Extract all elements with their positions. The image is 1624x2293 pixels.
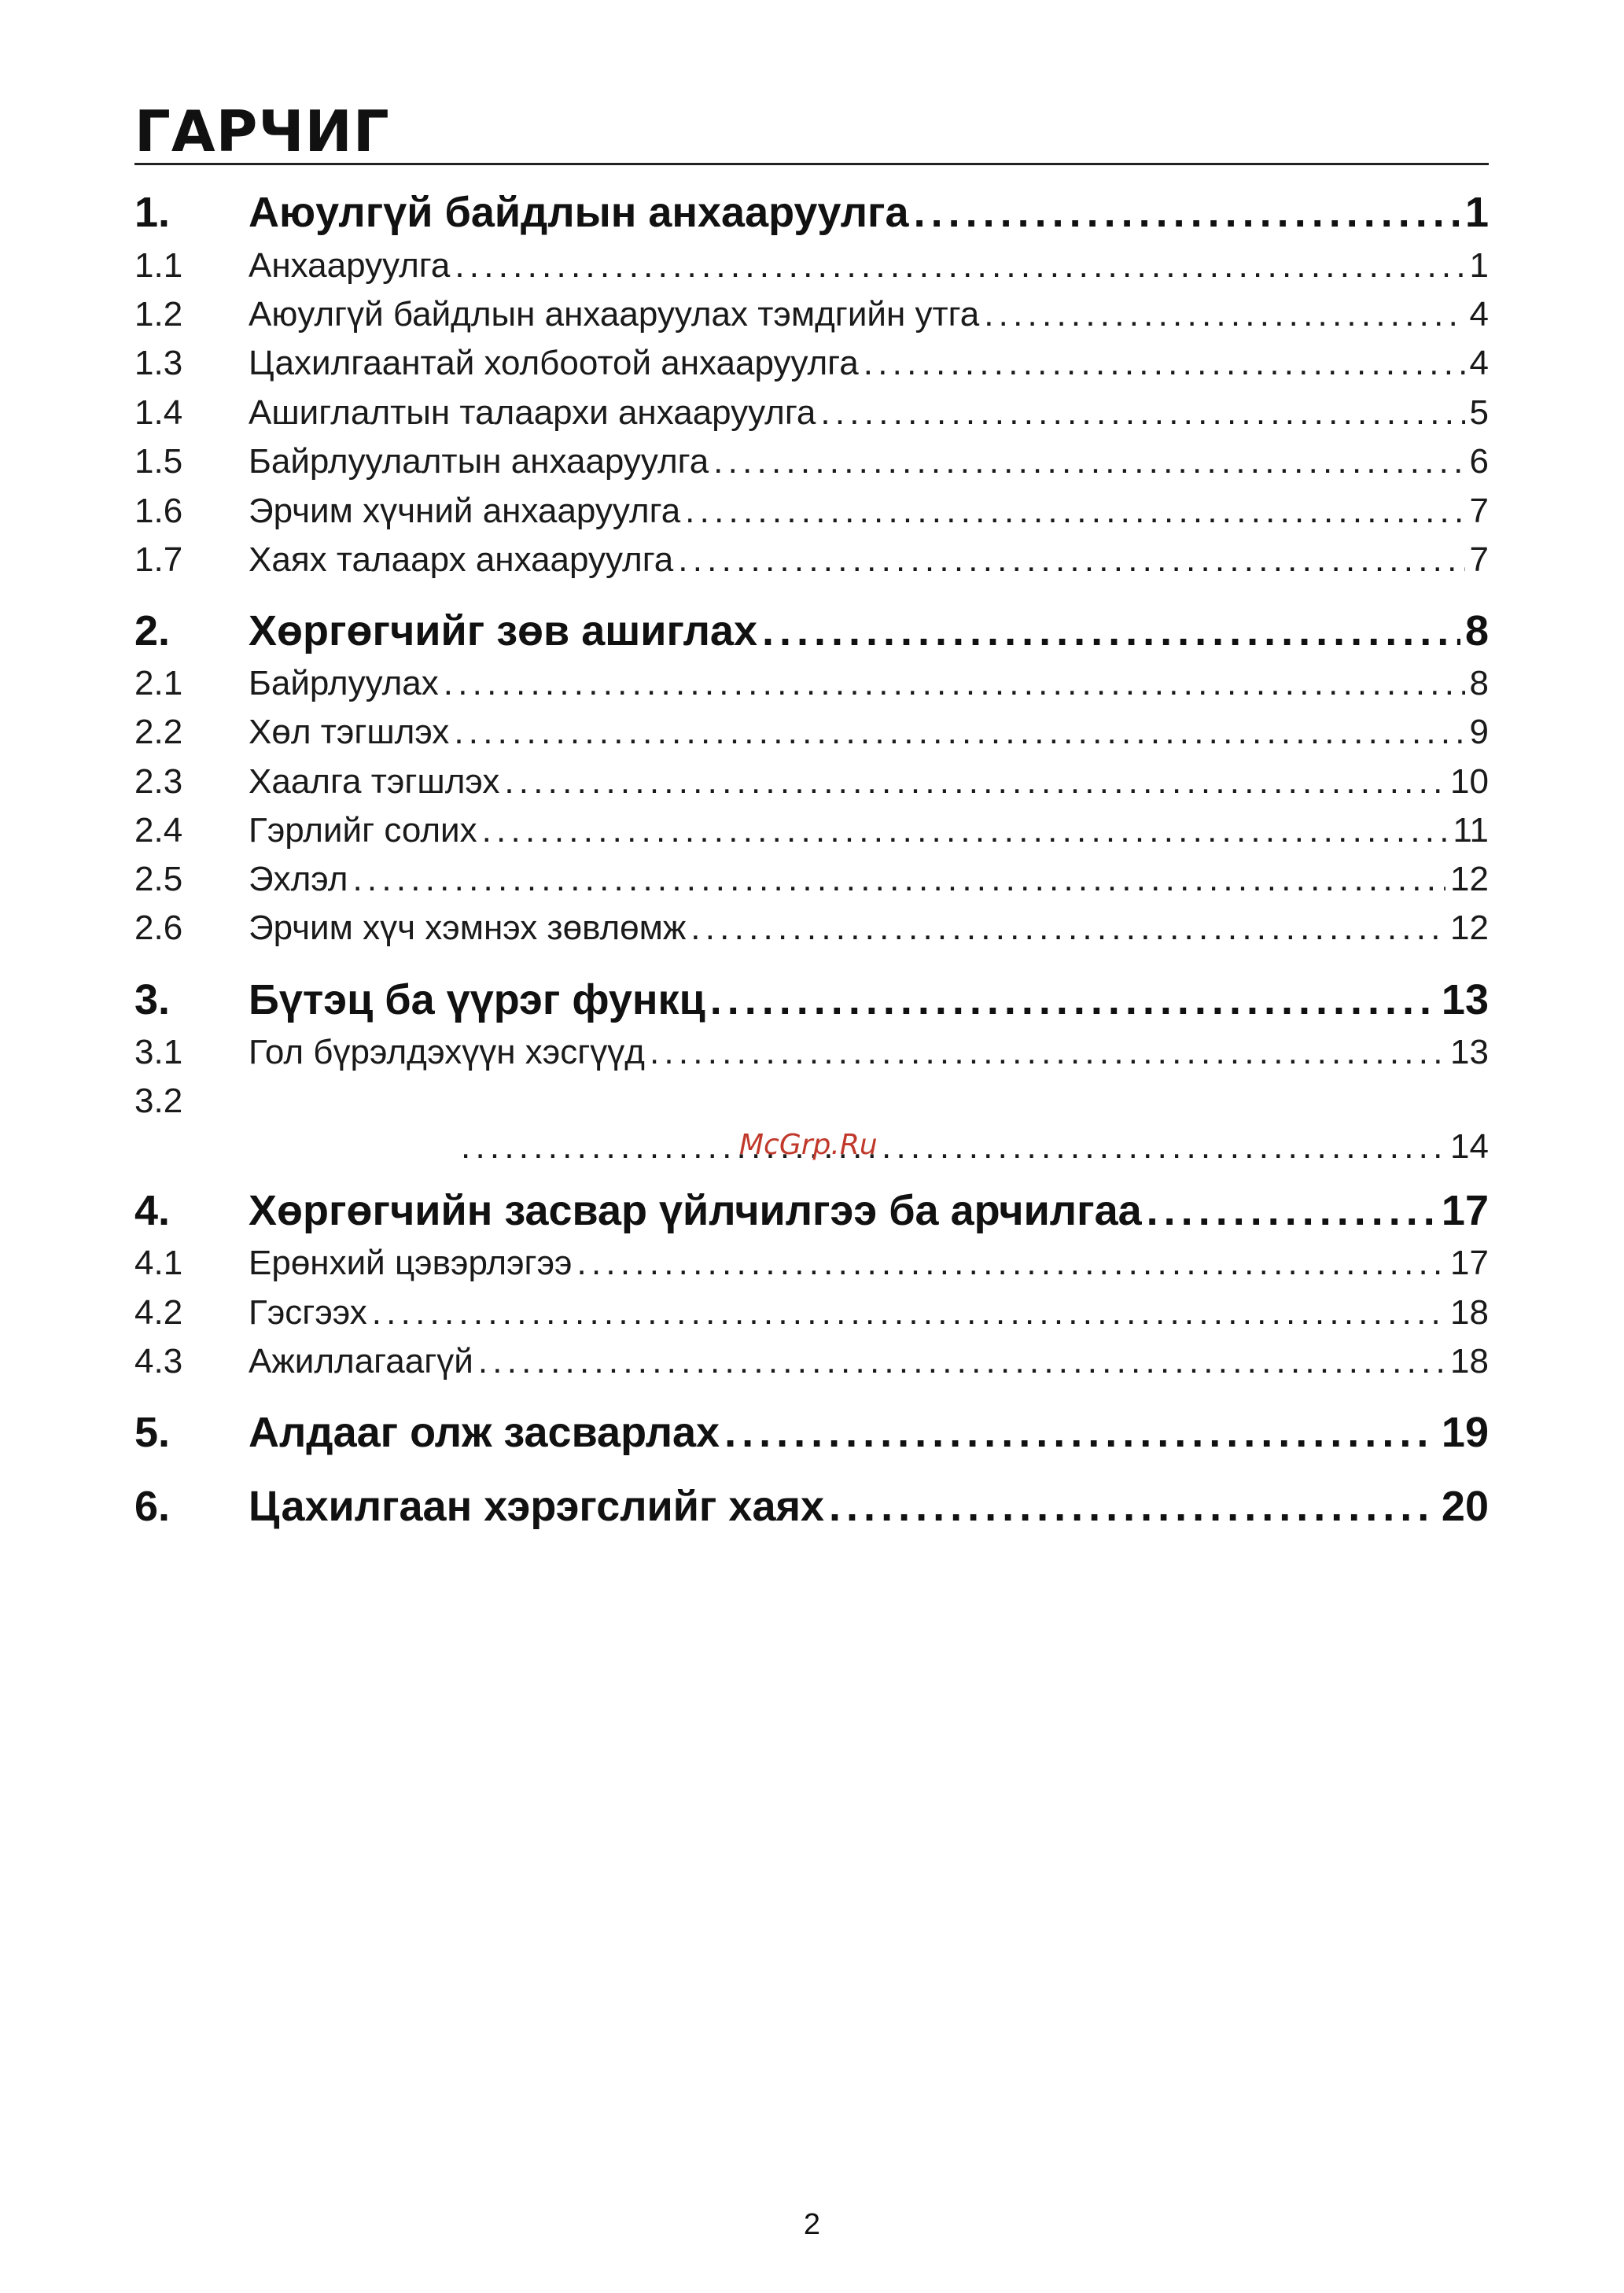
toc-section-1[interactable] bbox=[134, 188, 1489, 237]
toc-item-4-2[interactable] bbox=[134, 1291, 1489, 1335]
toc-item-1-7[interactable] bbox=[134, 538, 1489, 582]
toc-number: 1. bbox=[134, 189, 171, 236]
toc-item-3-2-leader[interactable] bbox=[461, 1125, 1489, 1169]
toc-label: Алдааг олж засварлах bbox=[249, 1409, 720, 1456]
toc-label: Бүтэц ба үүрэг функц bbox=[249, 976, 705, 1023]
watermark-text: McGrp.Ru bbox=[739, 1129, 878, 1161]
toc-item-2-6[interactable] bbox=[134, 906, 1489, 950]
toc-item-1-6[interactable] bbox=[134, 489, 1489, 533]
toc-item-3-2-number[interactable] bbox=[134, 1079, 1489, 1123]
toc-label: Эхлэл bbox=[249, 860, 348, 898]
toc-page: 20 bbox=[1441, 1483, 1489, 1530]
toc-number: 1.3 bbox=[134, 344, 183, 382]
toc-item-1-5[interactable] bbox=[134, 440, 1489, 484]
toc-item-3-1[interactable] bbox=[134, 1030, 1489, 1075]
toc-number: 4. bbox=[134, 1187, 171, 1234]
toc-item-4-3[interactable] bbox=[134, 1340, 1489, 1384]
toc-leader bbox=[352, 857, 1445, 901]
toc-number: 3.1 bbox=[134, 1033, 183, 1071]
toc-page: 18 bbox=[1450, 1293, 1489, 1332]
toc-label: Анхааруулга bbox=[249, 246, 451, 285]
toc-label: Хөл тэгшлэх bbox=[249, 713, 450, 751]
toc-item-4-1[interactable] bbox=[134, 1241, 1489, 1285]
toc-section-4[interactable] bbox=[134, 1186, 1489, 1235]
toc-label: Хаях талаарх анхааруулга bbox=[249, 540, 674, 579]
toc-label: Цахилгаантай холбоотой анхааруулга bbox=[249, 344, 859, 382]
toc-leader bbox=[820, 391, 1464, 435]
toc-section-5[interactable] bbox=[134, 1408, 1489, 1457]
toc-page: 5 bbox=[1469, 393, 1489, 432]
toc-page: 13 bbox=[1441, 976, 1489, 1023]
toc-page: 17 bbox=[1441, 1187, 1489, 1234]
toc-label: Гэрлийг солих bbox=[249, 811, 477, 850]
toc-leader bbox=[762, 606, 1460, 655]
toc-label: Ажиллагаагүй bbox=[249, 1342, 473, 1381]
toc-leader bbox=[685, 489, 1464, 533]
toc-item-2-5[interactable] bbox=[134, 857, 1489, 901]
toc-leader bbox=[482, 809, 1449, 853]
toc-item-1-4[interactable] bbox=[134, 391, 1489, 435]
toc-page: 8 bbox=[1464, 607, 1489, 654]
toc-label: Эрчим хүч хэмнэх зөвлөмж bbox=[249, 909, 687, 947]
toc-label: Байрлуулалтын анхааруулга bbox=[249, 442, 709, 481]
toc-number: 2.5 bbox=[134, 860, 183, 898]
toc-label: Хаалга тэгшлэх bbox=[249, 762, 500, 801]
toc-page: 8 bbox=[1469, 664, 1489, 702]
toc-leader bbox=[864, 341, 1465, 385]
toc-number: 2.3 bbox=[134, 762, 183, 801]
toc-number: 2.6 bbox=[134, 909, 183, 947]
toc-leader bbox=[829, 1482, 1437, 1531]
toc-page: 7 bbox=[1469, 540, 1489, 579]
toc-page: 9 bbox=[1469, 713, 1489, 751]
toc-number: 2.4 bbox=[134, 811, 183, 850]
title-divider bbox=[134, 163, 1489, 165]
toc-page: 10 bbox=[1450, 762, 1489, 801]
toc-page: 19 bbox=[1441, 1409, 1489, 1456]
toc-leader bbox=[455, 244, 1464, 288]
toc-item-1-3[interactable] bbox=[134, 341, 1489, 385]
toc-number: 1.2 bbox=[134, 295, 183, 334]
toc-leader bbox=[478, 1340, 1445, 1384]
toc-number: 2.2 bbox=[134, 713, 183, 751]
toc-leader bbox=[650, 1030, 1445, 1075]
toc-label: Ашиглалтын талаархи анхааруулга bbox=[249, 393, 816, 432]
toc-page: 13 bbox=[1450, 1033, 1489, 1071]
toc-item-1-2[interactable] bbox=[134, 293, 1489, 337]
toc-label: Аюулгүй байдлын анхааруулга bbox=[249, 189, 909, 236]
toc-leader bbox=[678, 538, 1464, 582]
toc-number: 4.2 bbox=[134, 1293, 183, 1332]
toc-item-1-1[interactable] bbox=[134, 244, 1489, 288]
toc-label: Гэсгээх bbox=[249, 1293, 367, 1332]
toc-label: Эрчим хүчний анхааруулга bbox=[249, 492, 681, 530]
toc-item-2-1[interactable] bbox=[134, 662, 1489, 706]
toc-number: 3. bbox=[134, 976, 171, 1023]
toc-page: 4 bbox=[1469, 295, 1489, 334]
toc-leader bbox=[504, 760, 1445, 804]
toc-label: Цахилгаан хэрэгслийг хаях bbox=[249, 1483, 825, 1530]
page-title: ГАРЧИГ bbox=[134, 98, 390, 164]
toc-number: 1.4 bbox=[134, 393, 183, 432]
toc-section-2[interactable] bbox=[134, 606, 1489, 655]
toc-number: 5. bbox=[134, 1409, 171, 1456]
toc-leader bbox=[914, 188, 1460, 237]
toc-number: 2. bbox=[134, 607, 171, 654]
toc-section-3[interactable] bbox=[134, 975, 1489, 1024]
toc-page: 4 bbox=[1469, 344, 1489, 382]
toc-leader bbox=[577, 1241, 1446, 1285]
toc-page: 1 bbox=[1469, 246, 1489, 285]
toc-page: 12 bbox=[1450, 860, 1489, 898]
toc-page: 12 bbox=[1450, 909, 1489, 947]
toc-label: Байрлуулах bbox=[249, 664, 439, 702]
toc-item-2-4[interactable] bbox=[134, 809, 1489, 853]
toc-page: 11 bbox=[1453, 811, 1489, 850]
toc-leader bbox=[372, 1291, 1445, 1335]
toc-number: 1.5 bbox=[134, 442, 183, 481]
toc-page: 6 bbox=[1469, 442, 1489, 481]
toc-page: 7 bbox=[1469, 492, 1489, 530]
toc-leader bbox=[690, 906, 1445, 950]
toc-label: Гол бүрэлдэхүүн хэсгүүд bbox=[249, 1033, 645, 1071]
toc-section-6[interactable] bbox=[134, 1482, 1489, 1531]
toc-number: 3.2 bbox=[134, 1082, 183, 1120]
page-number: 2 bbox=[803, 2208, 821, 2241]
toc-leader bbox=[454, 710, 1464, 754]
toc-item-2-3[interactable] bbox=[134, 760, 1489, 804]
toc-number: 1.7 bbox=[134, 540, 183, 579]
toc-leader bbox=[713, 440, 1464, 484]
toc-leader bbox=[710, 975, 1437, 1024]
toc-leader bbox=[444, 662, 1465, 706]
toc-number: 1.1 bbox=[134, 246, 183, 285]
toc-leader bbox=[461, 1125, 1445, 1169]
toc-number: 4.3 bbox=[134, 1342, 183, 1381]
toc-number: 1.6 bbox=[134, 492, 183, 530]
toc-label: Хөргөгчийн засвар үйлчилгээ ба арчилгаа bbox=[249, 1187, 1142, 1234]
toc-page: 17 bbox=[1450, 1244, 1489, 1282]
toc-page: 18 bbox=[1450, 1342, 1489, 1381]
toc-number: 4.1 bbox=[134, 1244, 183, 1282]
toc-item-2-2[interactable] bbox=[134, 710, 1489, 754]
toc-page: 14 bbox=[1450, 1127, 1489, 1166]
toc-label: Аюулгүй байдлын анхааруулах тэмдгийн утга bbox=[249, 295, 980, 334]
toc-number: 2.1 bbox=[134, 664, 183, 702]
toc-label: Хөргөгчийг зөв ашиглах bbox=[249, 607, 757, 654]
toc-leader bbox=[1147, 1186, 1437, 1235]
toc-label: Ерөнхий цэвэрлэгээ bbox=[249, 1244, 573, 1282]
toc-leader bbox=[724, 1408, 1437, 1457]
toc-number: 6. bbox=[134, 1483, 171, 1530]
toc-leader bbox=[984, 293, 1464, 337]
toc-page: 1 bbox=[1464, 189, 1489, 236]
